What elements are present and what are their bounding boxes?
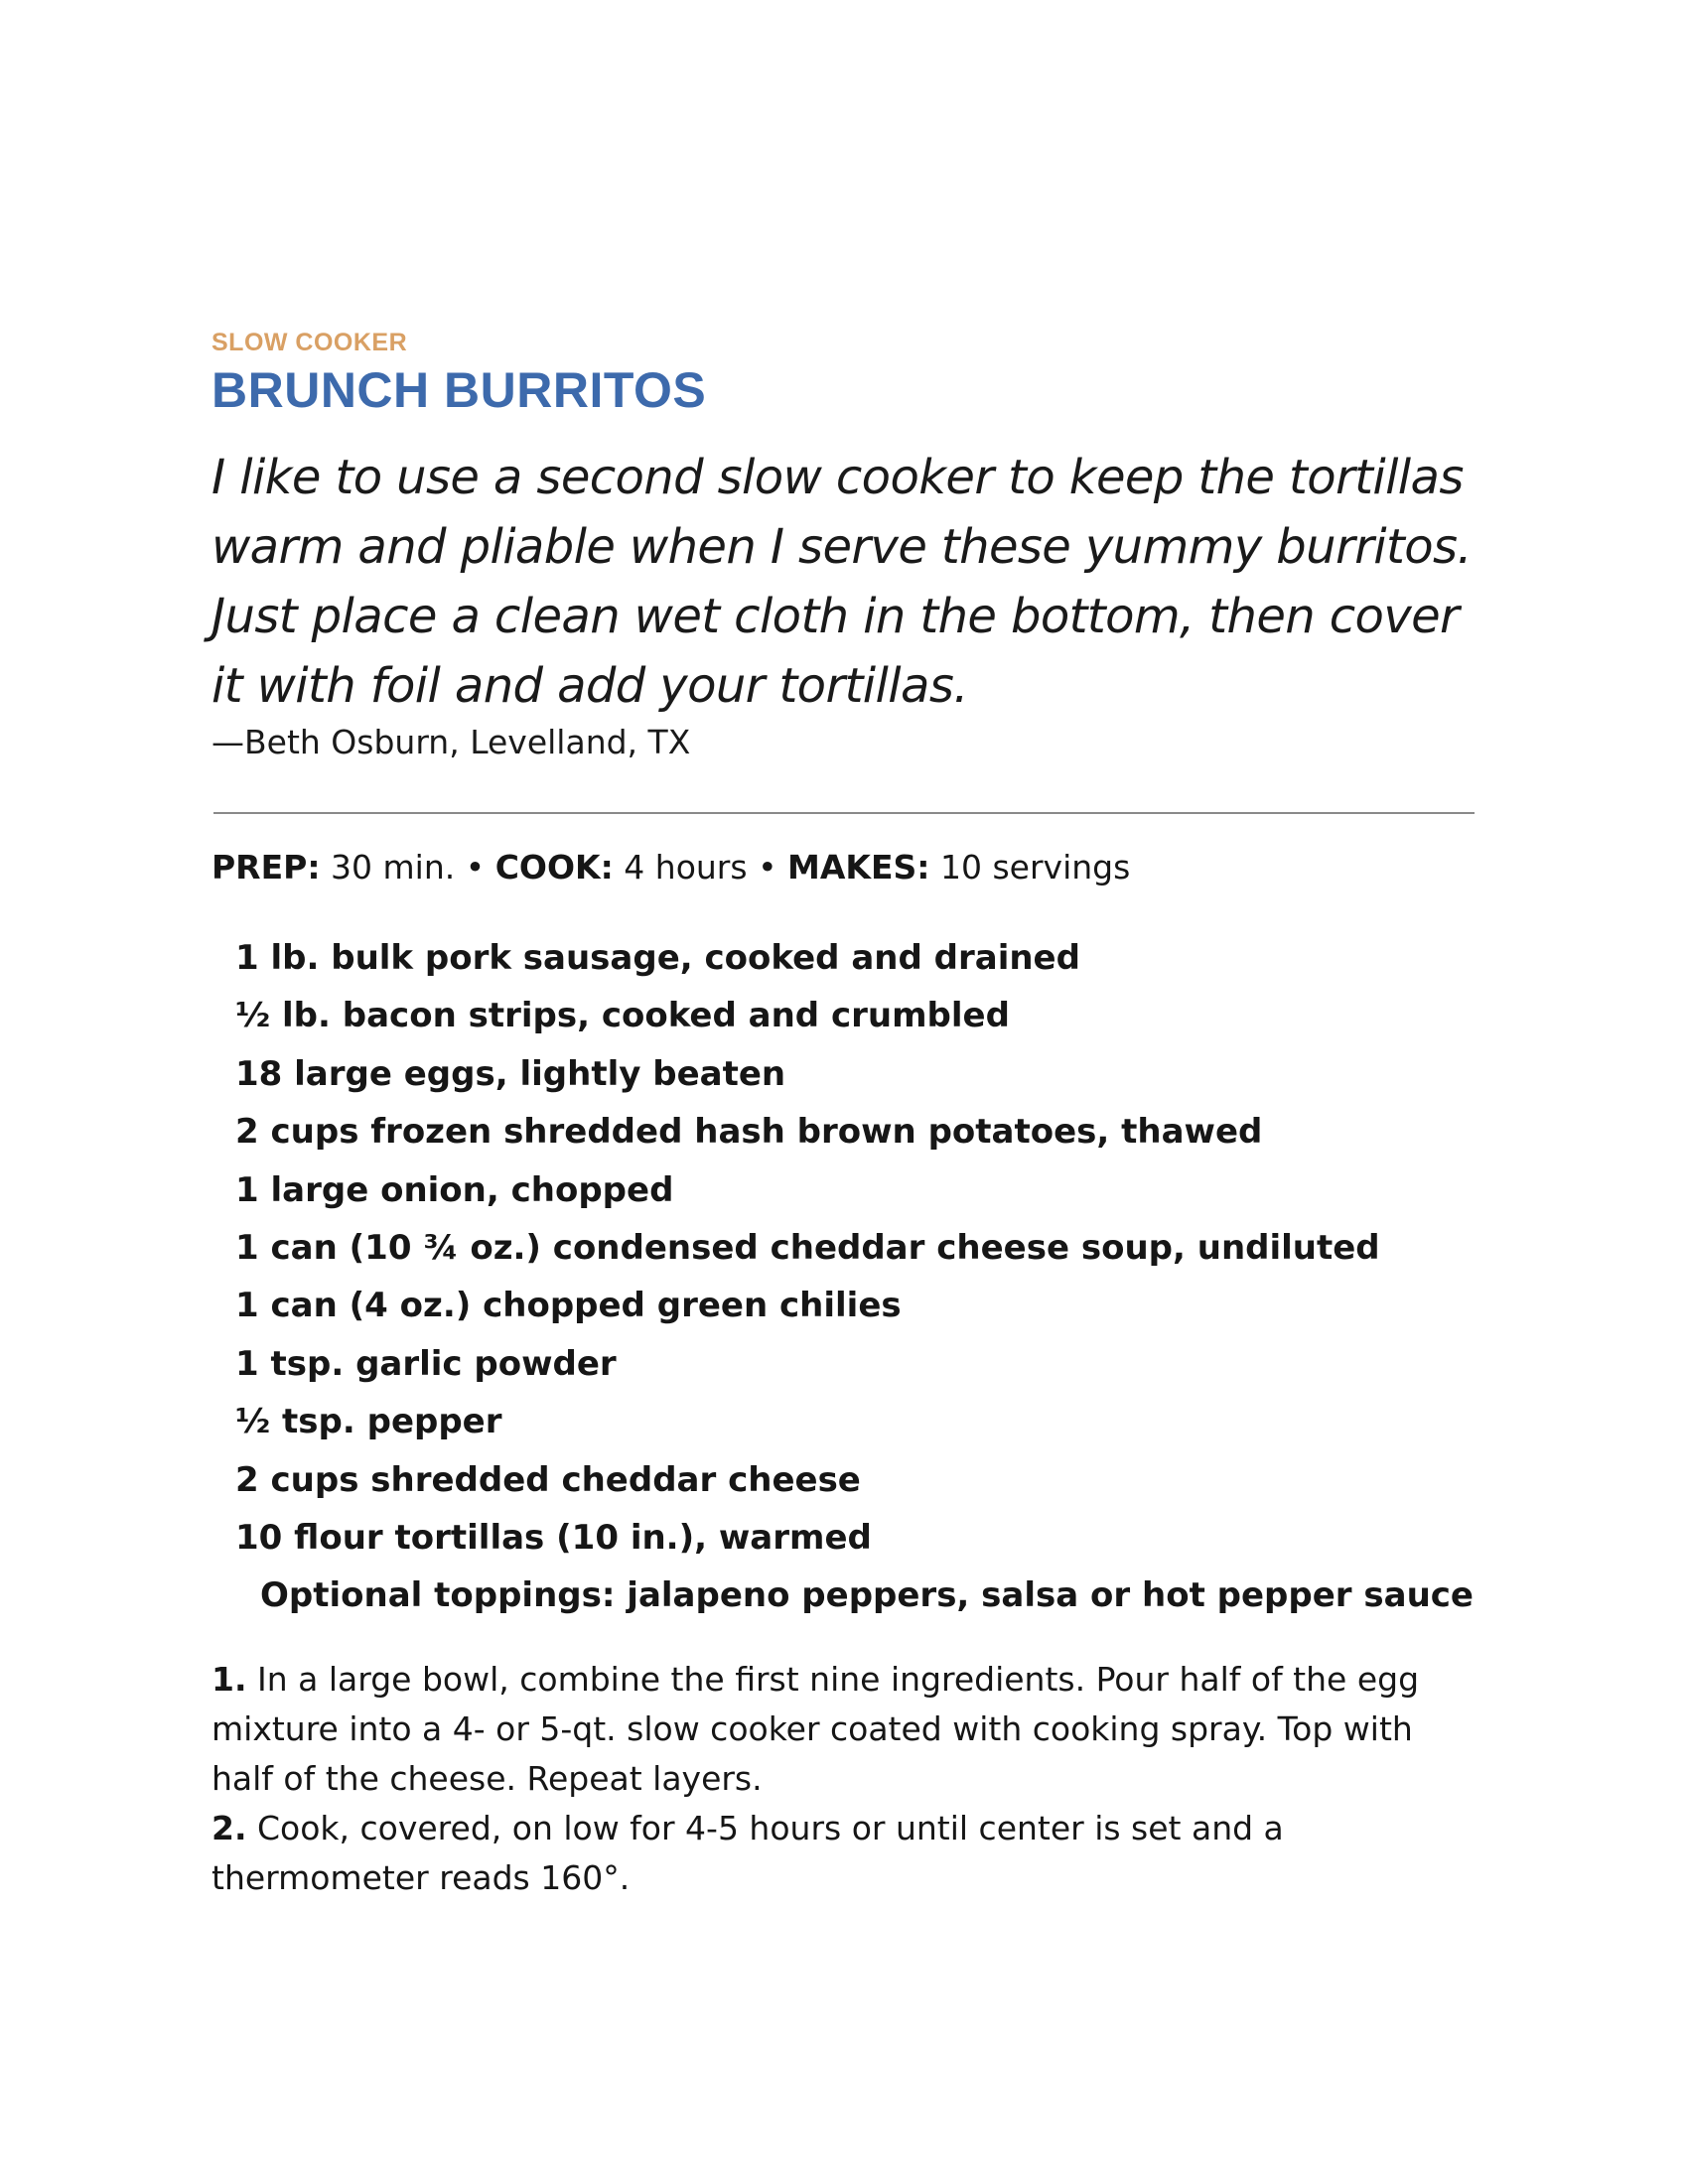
makes-label: MAKES: xyxy=(787,848,930,887)
ingredient-item: 2 cups shredded cheddar cheese xyxy=(235,1459,861,1500)
recipe-title: BRUNCH BURRITOS xyxy=(211,362,707,418)
prep-label: PREP: xyxy=(211,848,321,887)
meta-separator: • xyxy=(465,848,486,887)
ingredient-item: 1 lb. bulk pork sausage, cooked and drained xyxy=(235,938,1080,978)
ingredient-item: 1 can (4 oz.) chopped green chilies xyxy=(235,1286,902,1326)
ingredient-item: ½ tsp. pepper xyxy=(235,1402,502,1442)
cook-value: 4 hours xyxy=(624,848,748,887)
ingredient-item: 1 large onion, chopped xyxy=(235,1169,674,1210)
recipe-category: SLOW COOKER xyxy=(211,329,408,356)
ingredient-item: 2 cups frozen shredded hash brown potatoes, thawed xyxy=(235,1112,1263,1153)
recipe-meta xyxy=(211,846,1473,889)
step-text: In a large bowl, combine the first nine ingredients. Pour half of the egg mixture into a 4- or 5-qt. slow cooker coated with cooking spray. Top with half of the cheese. Repeat layers. xyxy=(211,1659,1420,1798)
ingredient-item: 18 large eggs, lightly beaten xyxy=(235,1053,786,1094)
section-divider xyxy=(213,812,1475,814)
ingredient-item: 1 can (10 ¾ oz.) condensed cheddar cheese soup, undiluted xyxy=(235,1228,1380,1269)
step-number: 1. xyxy=(211,1659,247,1699)
recipe-page xyxy=(211,328,1473,1903)
prep-value: 30 min. xyxy=(331,848,456,887)
meta-separator: • xyxy=(758,848,777,887)
recipe-byline: —Beth Osburn, Levelland, TX xyxy=(211,723,691,761)
step-number: 2. xyxy=(211,1808,247,1847)
ingredient-item: 10 flour tortillas (10 in.), warmed xyxy=(235,1518,872,1559)
ingredient-list xyxy=(211,929,1473,1625)
recipe-intro: I like to use a second slow cooker to keep the tortillas warm and pliable when I serve these yummy burritos. Just place a clean wet cloth in the bottom, then cover it with foil and add your tortillas. xyxy=(211,450,1473,714)
optional-toppings: Optional toppings: jalapeno peppers, salsa or hot pepper sauce xyxy=(260,1575,1474,1616)
direction-step-1 xyxy=(211,1655,1453,1804)
ingredient-item: 1 tsp. garlic powder xyxy=(235,1343,617,1384)
ingredient-item: ½ lb. bacon strips, cooked and crumbled xyxy=(235,996,1010,1036)
cook-label: COOK: xyxy=(494,848,614,887)
direction-step-2 xyxy=(211,1804,1453,1903)
makes-value: 10 servings xyxy=(940,848,1131,887)
step-text: Cook, covered, on low for 4-5 hours or until center is set and a thermometer reads 160°. xyxy=(211,1808,1284,1897)
directions xyxy=(211,1655,1453,1903)
